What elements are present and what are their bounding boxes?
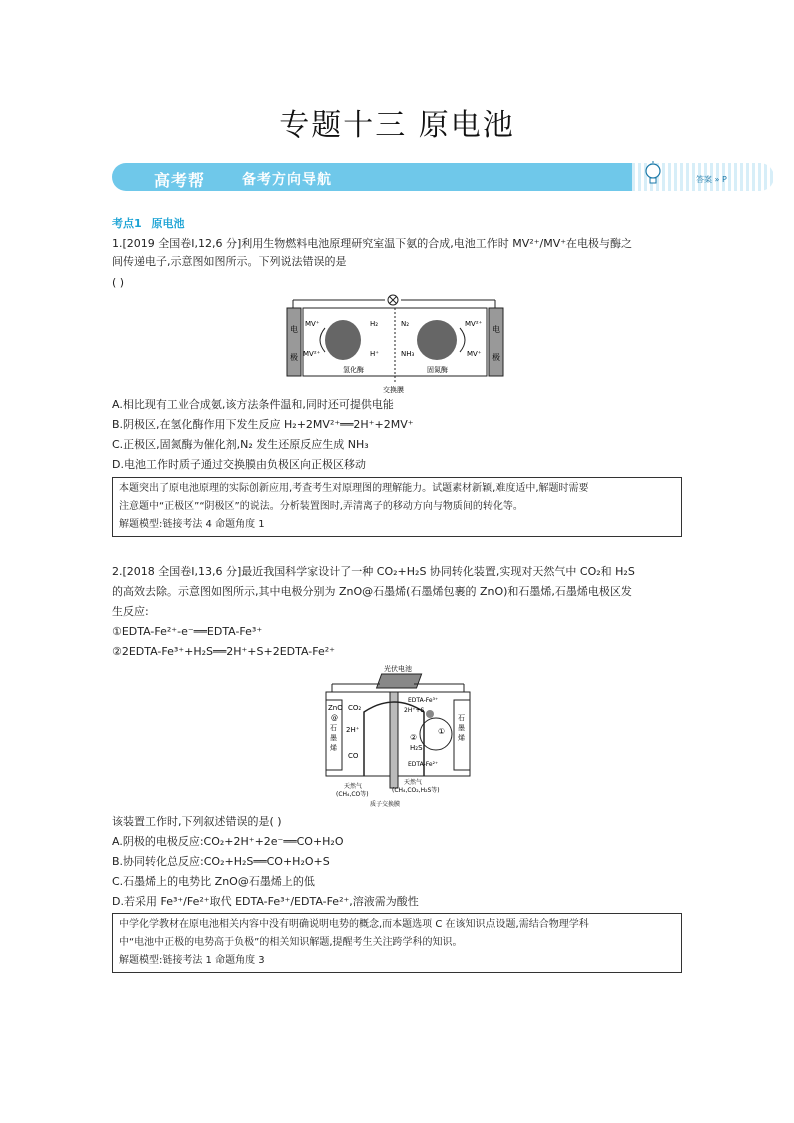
q1-note-box (112, 477, 682, 537)
q1-left-electrode: 电 (290, 325, 298, 334)
q2-line2: 的高效去除。示意图如图所示,其中电极分别为 ZnO@石墨烯(石墨烯包裹的 ZnO)和石墨烯,石墨烯电极区发 (112, 585, 632, 598)
svg-text:极: 极 (492, 353, 500, 362)
q2-note-line3: 解题模型:链接考法 1 命题角度 3 (119, 955, 265, 966)
q2-circle-2: ② (410, 733, 418, 742)
q2-line3: 生反应: (112, 605, 149, 618)
q1-mv2-right: MV²⁺ (465, 320, 483, 328)
q1-enzyme2: 固氮酶 (427, 366, 448, 374)
q2-reaction-1: ①EDTA-Fe²⁺-e⁻══EDTA-Fe³⁺ (112, 625, 263, 638)
q2-reaction-2: ②2EDTA-Fe³⁺+H₂S══2H⁺+S+2EDTA-Fe²⁺ (112, 645, 335, 658)
q1-hplus: H⁺ (370, 350, 379, 358)
q1-membrane: 交换膜 (383, 386, 404, 394)
q2-2hplus: 2H⁺ (346, 726, 360, 734)
q1-note-line1: 本题突出了原电池原理的实际创新应用,考查考生对原理图的理解能力。试题素材新颖,难度适中,解题时需要 (119, 483, 589, 494)
svg-text:极: 极 (290, 353, 298, 362)
q1-option-a: A.相比现有工业合成氨,该方法条件温和,同时还可提供电能 (112, 398, 394, 411)
svg-text:烯: 烯 (330, 744, 337, 752)
q1-option-b: B.阴极区,在氢化酶作用下发生反应 H₂+2MV²⁺══2H⁺+2MV⁺ (112, 418, 414, 431)
q2-membrane: 质子交换膜 (370, 801, 401, 808)
lightbulb-icon (642, 160, 664, 190)
banner-sub-label: 备考方向导航 (242, 172, 332, 188)
page-title: 专题十三 原电池 (279, 108, 515, 143)
q1-h2: H₂ (370, 320, 379, 328)
q2-co: CO (348, 752, 359, 760)
q1-mv-plus-right: MV⁺ (467, 350, 482, 358)
q2-line1: 2.[2018 全国卷Ⅰ,13,6 分]最近我国科学家设计了一种 CO₂+H₂S 协同转化装置,实现对天然气中 CO₂和 H₂S (112, 565, 635, 578)
q2-option-a: A.阴极的电极反应:CO₂+2H⁺+2e⁻══CO+H₂O (112, 835, 344, 848)
q2-note-box (112, 913, 682, 973)
q2-note-line2: 中“电池中正极的电势高于负极”的相关知识解题,提醒考生关注跨学科的知识。 (119, 937, 463, 948)
q2-option-d: D.若采用 Fe³⁺/Fe²⁺取代 EDTA-Fe³⁺/EDTA-Fe²⁺,溶液需为酸性 (112, 895, 419, 908)
q2-gas1-name: 天然气 (344, 783, 363, 790)
section-banner (112, 160, 774, 194)
q2-edta2: EDTA-Fe²⁺ (408, 761, 439, 768)
q2-figure (318, 662, 478, 810)
q1-answer-blank: ( ) (112, 276, 125, 289)
q1-enzyme1: 氢化酶 (343, 366, 364, 374)
q2-edta3: EDTA-Fe³⁺ (408, 697, 439, 704)
q2-circle-1: ① (438, 727, 446, 736)
q2-zno-electrode: ZnO (328, 704, 343, 712)
q2-gas2-name: 天然气 (404, 779, 423, 786)
svg-text:烯: 烯 (458, 734, 465, 742)
q2-gas2-comp: (CH₄,CO₂,H₂S等) (392, 787, 440, 794)
q2-stem: 该装置工作时,下列叙述错误的是( ) (112, 815, 282, 828)
q2-gas1-comp: (CH₄,CO等) (336, 791, 369, 798)
q1-line1: 1.[2019 全国卷Ⅰ,12,6 分]利用生物燃料电池原理研究室温下氨的合成,电池工作时 MV²⁺/MV⁺在电极与酶之 (112, 237, 633, 250)
q2-graphene-electrode: 石 (458, 714, 465, 722)
q1-line2: 间传递电子,示意图如图所示。下列说法错误的是 (112, 255, 347, 268)
kaodian-name: 原电池 (151, 217, 185, 230)
svg-text:墨: 墨 (458, 724, 465, 732)
q1-option-c: C.正极区,固氮酶为催化剂,N₂ 发生还原反应生成 NH₃ (112, 438, 369, 451)
q1-option-d: D.电池工作时质子通过交换膜由负极区向正极区移动 (112, 458, 366, 471)
kaodian-number: 考点1 (112, 217, 142, 230)
q1-right-electrode: 电 (492, 325, 500, 334)
banner-answer-tag: 答案 » P (696, 175, 727, 184)
q1-figure (285, 294, 505, 396)
q2-option-c: C.石墨烯上的电势比 ZnO@石墨烯上的低 (112, 875, 315, 888)
q2-option-b: B.协同转化总反应:CO₂+H₂S══CO+H₂O+S (112, 855, 330, 868)
svg-text:石: 石 (330, 724, 337, 732)
q1-n2: N₂ (401, 320, 410, 328)
q1-note-line3: 解题模型:链接考法 4 命题角度 1 (119, 519, 265, 530)
svg-text:墨: 墨 (330, 734, 337, 742)
kaodian-heading (112, 215, 191, 231)
q1-mv-plus-left: MV⁺ (305, 320, 320, 328)
q1-nh3: NH₃ (401, 350, 415, 358)
q2-note-line1: 中学化学教材在原电池相关内容中没有明确说明电势的概念,而本题选项 C 在该知识点设题,需结合物理学科 (119, 919, 589, 930)
q2-eq: 2H⁺+S (404, 707, 425, 714)
q1-note-line2: 注意题中“正极区”“阴极区”的说法。分析装置图时,弄清离子的移动方向与物质间的转化等。 (119, 501, 523, 512)
banner-main-label: 高考帮 (154, 171, 206, 190)
q1-mv2-left: MV²⁺ (303, 350, 321, 358)
q2-co2: CO₂ (348, 704, 362, 712)
svg-text:@: @ (331, 714, 338, 722)
q2-h2s: H₂S (410, 744, 423, 752)
q2-solar-label: 光伏电池 (384, 665, 412, 673)
